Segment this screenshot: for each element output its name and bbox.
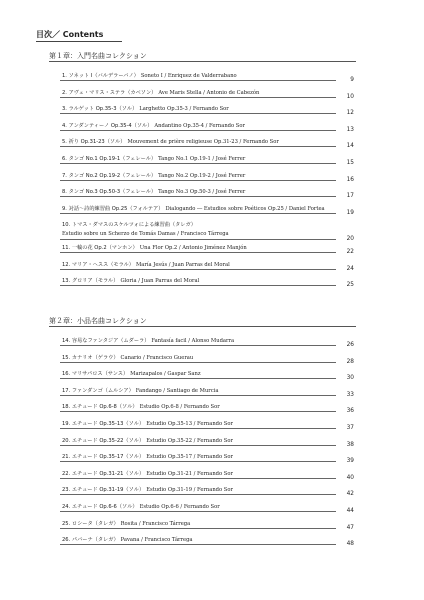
entry-title-en: Mouvement de prière religieuse Op.31-23 / Fernando Sor <box>127 139 279 146</box>
chapter-heading: 第１章：入門名曲コレクション <box>49 52 147 60</box>
entry-title-en: Estudio Op.31-19 / Fernando Sor <box>146 487 233 494</box>
toc-entry <box>62 72 352 79</box>
entry-title-ja: 7. タンゴ No.2 Op.19-2（フェレール） <box>62 172 157 179</box>
entry-leader-line <box>60 285 336 286</box>
toc-entry <box>62 261 352 268</box>
entry-title-ja: 12. マリア・ヘスス（モラル） <box>62 261 134 268</box>
toc-entry <box>62 155 352 162</box>
toc-entry <box>62 503 352 510</box>
entry-title-en: Marizapalos / Gaspar Sanz <box>130 371 201 378</box>
entry-leader-line <box>60 130 336 131</box>
toc-entry <box>62 536 352 543</box>
page-number: 47 <box>346 524 354 531</box>
page-number: 42 <box>346 491 354 498</box>
entry-title-en: Tango No.1 Op.19-1 / José Ferrer <box>158 156 246 162</box>
entry-title-en: Larghetto Op.35-3 / Fernando Sor <box>139 106 229 113</box>
entry-title-en: Fantasía facil / Alonso Mudarra <box>151 338 235 344</box>
entry-title-en: Ave Maris Stella / Antonio de Cabezón <box>158 89 260 96</box>
entry-title-ja: 4. アンダンティーノ Op.35-4（ソル） <box>62 122 153 129</box>
entry-title-en: Estudio Op.6-8 / Fernando Sor <box>139 404 220 411</box>
page-number: 22 <box>346 249 354 255</box>
page-number: 10 <box>346 93 354 100</box>
entry-leader-line <box>60 80 336 81</box>
entry-title-ja: 6. タンゴ No.1 Op.19-1（フェレール） <box>62 156 157 162</box>
entry-title-ja: 5. 祈り Op.31-23（ソル） <box>62 139 126 146</box>
entry-leader-line <box>60 411 336 412</box>
page-number: 48 <box>346 541 354 548</box>
entry-title-ja: 11. 一輪の花 Op.2（マンホン） <box>62 245 138 251</box>
entry-leader-line <box>60 511 336 512</box>
entry-title-ja: 2. アヴェ・マリス・ステラ（カベソン） <box>62 89 157 96</box>
entry-title-en: María Jesús / Juan Parras del Moral <box>136 261 230 268</box>
page-number: 26 <box>346 342 354 348</box>
toc-entry <box>62 354 352 361</box>
entry-title-en: Canario / Francisco Guerau <box>120 354 194 361</box>
toc-entry <box>62 387 352 394</box>
toc-entry <box>62 122 352 129</box>
page-number: 16 <box>346 176 354 183</box>
toc-entry <box>62 221 352 228</box>
chapter-underline <box>49 61 356 62</box>
page-number: 40 <box>346 474 354 481</box>
entry-title-en: Estudio Op.35-22 / Fernando Sor <box>146 437 233 444</box>
entry-title-en: Estudio Op.35-17 / Fernando Sor <box>146 454 233 461</box>
page-number: 13 <box>346 126 354 133</box>
toc-entry <box>62 188 352 195</box>
entry-leader-line <box>60 378 336 379</box>
page-title: 目次／ Contents <box>36 30 104 39</box>
entry-title-ja: 26. パバーナ（タレガ） <box>62 537 119 544</box>
page-number: 12 <box>346 110 354 117</box>
entry-title-ja: 24. エチュード Op.6-6（ソル） <box>62 504 138 510</box>
entry-title-en: Tango No.3 Op.50-3 / José Ferrer <box>158 189 246 196</box>
page-number: 38 <box>346 441 354 448</box>
entry-leader-line <box>60 395 336 396</box>
entry-leader-line <box>60 494 336 495</box>
entry-leader-line <box>60 163 336 164</box>
chapter-heading: 第２章：小品名曲コレクション <box>49 317 147 325</box>
entry-leader-line <box>60 113 336 114</box>
entry-title-ja: 8. タンゴ No.3 Op.50-3（フェレール） <box>62 189 157 196</box>
entry-title-ja: 3. ラルゲット Op.35-3（ソル） <box>62 106 138 113</box>
entry-title-en: Estudio Op.35-13 / Fernando Sor <box>146 421 233 427</box>
entry-title-ja: 25. ロシータ（タレガ） <box>62 520 119 527</box>
entry-title-ja: 15. カナリオ（ゲラウ） <box>62 354 119 361</box>
toc-entry <box>62 244 352 251</box>
page-number: 20 <box>346 236 354 243</box>
toc-entry <box>62 486 352 493</box>
page-number: 14 <box>346 143 354 150</box>
page-number: 24 <box>346 265 354 272</box>
page-number: 15 <box>346 160 354 166</box>
entry-leader-line <box>60 146 336 147</box>
toc-entry <box>62 337 352 344</box>
page-number: 9 <box>350 77 354 83</box>
toc-entry <box>62 172 352 179</box>
entry-title-en: Estudio Op.6-6 / Fernando Sor <box>139 504 220 510</box>
toc-entry <box>62 520 352 527</box>
page-number: 25 <box>346 282 354 289</box>
entry-title-en: Soneto I / Enriquez de Valderrabano <box>140 73 237 79</box>
entry-leader-line <box>60 528 336 529</box>
toc-entry <box>62 437 352 444</box>
entry-title-ja: 23. エチュード Op.31-19（ソル） <box>62 487 145 494</box>
entry-title-en: Rosita / Francisco Tárrega <box>120 520 191 527</box>
entry-title-ja: 20. エチュード Op.35-22（ソル） <box>62 437 145 444</box>
page-number: 39 <box>346 458 354 465</box>
entry-leader-line <box>60 213 336 214</box>
entry-title-en: Fandango / Santiago de Murcia <box>135 387 219 394</box>
entry-title-ja: 18. エチュード Op.6-8（ソル） <box>62 404 138 411</box>
entry-leader-line <box>60 345 336 346</box>
toc-entry <box>62 105 352 112</box>
page-number: 37 <box>346 425 354 431</box>
entry-leader-line <box>60 478 336 479</box>
entry-title-ja: 10. トマス・ダマスのスケルツォによる練習曲（タレガ） <box>62 222 196 229</box>
entry-title-en: Pavana / Francisco Tárrega <box>120 537 193 544</box>
entry-leader-line <box>60 180 336 181</box>
entry-title-ja: 21. エチュード Op.35-17（ソル） <box>62 454 145 461</box>
entry-title-ja: 19. エチュード Op.35-13（ソル） <box>62 421 145 427</box>
toc-entry <box>62 205 352 212</box>
entry-leader-line <box>60 461 336 462</box>
toc-entry <box>62 277 352 284</box>
toc-entry <box>62 370 352 377</box>
entry-title-en: Tango No.2 Op.19-2 / José Ferrer <box>158 172 246 179</box>
title-underline <box>36 41 122 42</box>
chapter-underline <box>49 326 356 327</box>
entry-title-en: Una Flor Op.2 / Antonio Jiménez Manjón <box>139 245 247 251</box>
toc-entry <box>62 470 352 477</box>
page-number: 19 <box>346 209 354 216</box>
entry-leader-line <box>60 362 336 363</box>
entry-title-ja: 9. 対話〜詩的練習曲 Op.25（フォルテア） <box>62 205 164 212</box>
entry-title-ja: 17. ファンダンゴ（ムルシア） <box>62 387 134 394</box>
entry-leader-line <box>60 239 336 240</box>
toc-entry <box>62 453 352 460</box>
page-number: 33 <box>346 391 354 398</box>
entry-leader-line <box>60 196 336 197</box>
page-number: 17 <box>346 193 354 200</box>
entry-title-ja: 14. 容易なファンタジア（ムダーラ） <box>62 338 150 344</box>
entry-title-en: Andantino Op.35-4 / Fernando Sor <box>154 122 245 129</box>
toc-entry <box>62 403 352 410</box>
entry-leader-line <box>60 544 336 545</box>
toc-entry <box>62 420 352 427</box>
entry-leader-line <box>60 428 336 429</box>
entry-leader-line <box>60 269 336 270</box>
entry-title-ja: 1. ソネット I（バルデラーバノ） <box>62 73 139 79</box>
entry-title-ja: 13. グロリア（モラル） <box>62 278 119 285</box>
entry-title-en: Gloria / Juan Parras del Moral <box>120 278 200 285</box>
entry-leader-line <box>60 445 336 446</box>
entry-title-ja: 16. マリサパロス（サンス） <box>62 371 129 378</box>
entry-title-ja: 22. エチュード Op.31-21（ソル） <box>62 470 145 477</box>
entry-leader-line <box>60 252 336 253</box>
page-number: 28 <box>346 358 354 365</box>
entry-title-en: Dialogando ― Estudios sobre Poéticos Op.25 / Daniel Fortea <box>165 205 325 212</box>
page-number: 36 <box>346 408 354 415</box>
toc-entry <box>62 89 352 96</box>
entry-leader-line <box>60 97 336 98</box>
toc-entry <box>62 138 352 145</box>
entry-title-en: Estudio Op.31-21 / Fernando Sor <box>146 470 233 477</box>
page-number: 30 <box>346 375 354 382</box>
entry-subtitle: Estudio sobre un Scherzo de Tomás Damas / Francisco Tárrega <box>62 231 229 238</box>
page-number: 44 <box>346 508 354 514</box>
